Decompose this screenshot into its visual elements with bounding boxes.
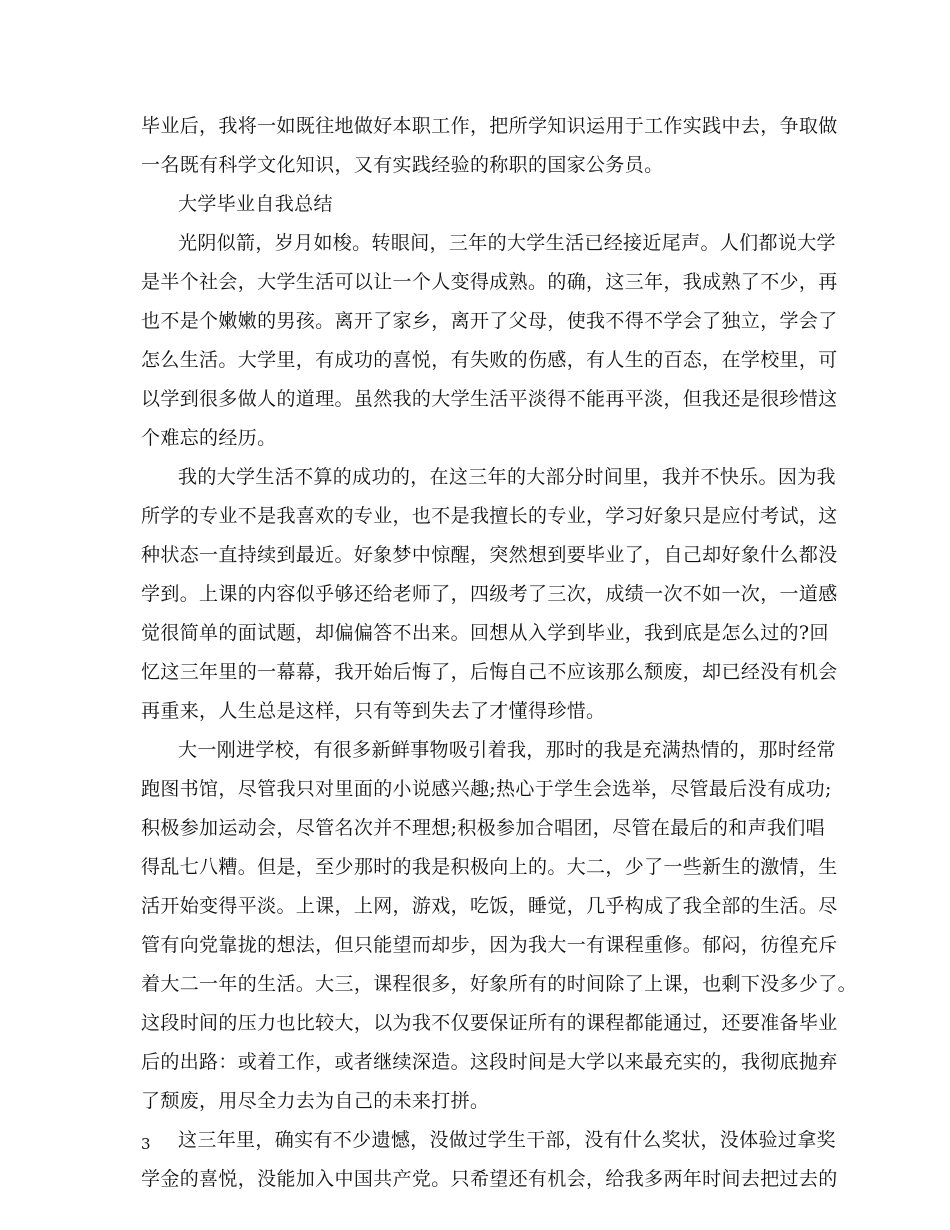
text-line: 活开始变得平淡。上课，上网，游戏，吃饭，睡觉，几乎构成了我全部的生活。尽 bbox=[141, 895, 838, 917]
text-line: 也不是个嫩嫩的男孩。离开了家乡，离开了父母，使我不得不学会了独立，学会了 bbox=[141, 310, 838, 332]
section-heading: 大学毕业自我总结 bbox=[178, 193, 333, 215]
text-line: 光阴似箭，岁月如梭。转眼间，三年的大学生活已经接近尾声。人们都说大学 bbox=[178, 232, 836, 254]
text-line: 再重来，人生总是这样，只有等到失去了才懂得珍惜。 bbox=[141, 700, 606, 722]
text-line: 学到。上课的内容似乎够还给老师了，四级考了三次，成绩一次不如一次，一道感 bbox=[141, 583, 838, 605]
text-line: 怎么生活。大学里，有成功的喜悦，有失败的伤感，有人生的百态，在学校里，可 bbox=[141, 349, 838, 371]
text-line: 种状态一直持续到最近。好象梦中惊醒，突然想到要毕业了，自己却好象什么都没 bbox=[141, 544, 838, 566]
text-line: 觉很简单的面试题，却偏偏答不出来。回想从入学到毕业，我到底是怎么过的?回 bbox=[141, 622, 829, 644]
text-line: 以学到很多做人的道理。虽然我的大学生活平淡得不能再平淡，但我还是很珍惜这 bbox=[141, 388, 838, 410]
text-line: 这三年里，确实有不少遗憾，没做过学生干部，没有什么奖状，没体验过拿奖 bbox=[178, 1129, 836, 1151]
text-line: 管有向党靠拢的想法，但只能望而却步，因为我大一有课程重修。郁闷，彷徨充斥 bbox=[141, 934, 838, 956]
text-line: 一名既有科学文化知识，又有实践经验的称职的国家公务员。 bbox=[141, 154, 664, 176]
text-line: 后的出路：或着工作，或者继续深造。这段时间是大学以来最充实的，我彻底抛弃 bbox=[141, 1051, 838, 1073]
text-line: 积极参加运动会，尽管名次并不理想;积极参加合唱团，尽管在最后的和声我们唱 bbox=[141, 817, 826, 839]
text-line: 所学的专业不是我喜欢的专业，也不是我擅长的专业，学习好象只是应付考试，这 bbox=[141, 505, 838, 527]
text-line: 我的大学生活不算的成功的，在这三年的大部分时间里，我并不快乐。因为我 bbox=[178, 466, 836, 488]
text-line: 着大二一年的生活。大三，课程很多，好象所有的时间除了上课，也剩下没多少了。 bbox=[141, 973, 857, 995]
text-line: 学金的喜悦，没能加入中国共产党。只希望还有机会，给我多两年时间去把过去的 bbox=[141, 1168, 838, 1190]
text-line: 得乱七八糟。但是，至少那时的我是积极向上的。大二，少了一些新生的激情，生 bbox=[141, 856, 838, 878]
text-line: 跑图书馆，尽管我只对里面的小说感兴趣;热心于学生会选举，尽管最后没有成功; bbox=[141, 778, 832, 800]
text-line: 了颓废，用尽全力去为自己的未来打拼。 bbox=[141, 1090, 490, 1112]
text-line: 是半个社会，大学生活可以让一个人变得成熟。的确，这三年，我成熟了不少，再 bbox=[141, 271, 838, 293]
text-line: 个难忘的经历。 bbox=[141, 427, 277, 449]
text-line: 大一刚进学校，有很多新鲜事物吸引着我，那时的我是充满热情的，那时经常 bbox=[178, 739, 836, 761]
text-line: 这段时间的压力也比较大，以为我不仅要保证所有的课程都能通过，还要准备毕业 bbox=[141, 1012, 838, 1034]
text-line: 忆这三年里的一幕幕，我开始后悔了，后悔自己不应该那么颓废，却已经没有机会 bbox=[141, 661, 838, 683]
page-number: 3 bbox=[141, 1135, 151, 1153]
text-line: 毕业后，我将一如既往地做好本职工作，把所学知识运用于工作实践中去，争取做 bbox=[141, 115, 838, 137]
